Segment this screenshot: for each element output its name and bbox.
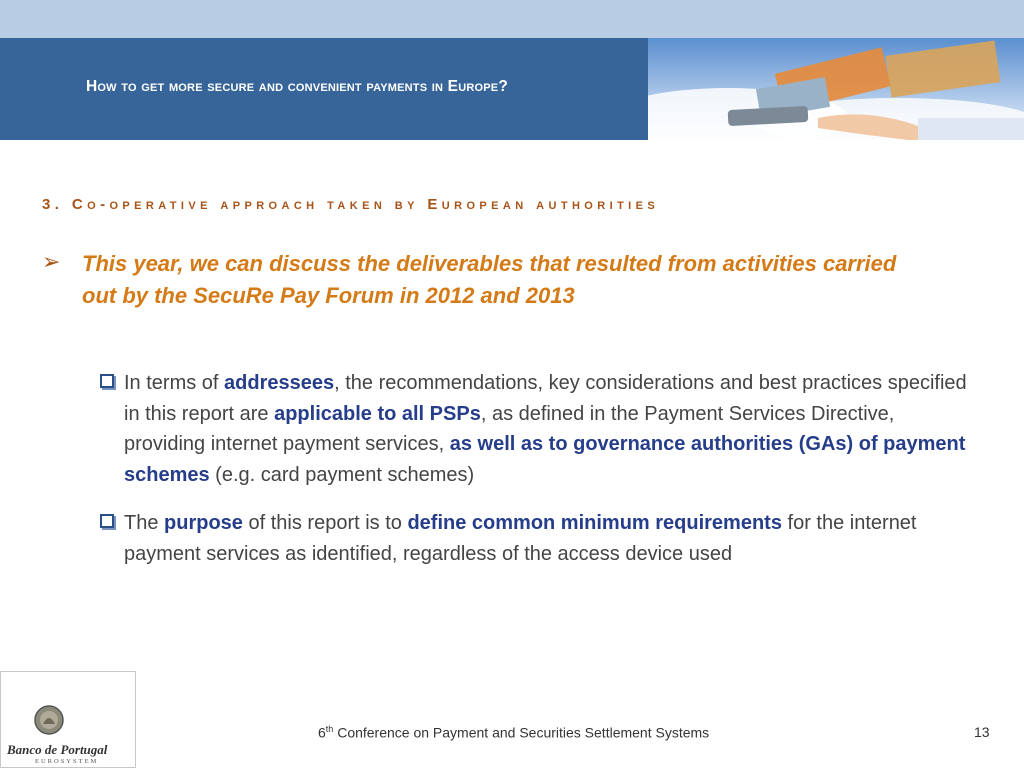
- page-number: 13: [974, 724, 990, 740]
- checkbox-bullet-icon: [100, 514, 114, 528]
- top-band: [0, 0, 1024, 38]
- bank-logo: [0, 671, 136, 768]
- bullet-text: The purpose of this report is to define common minimum requirements for the internet payment services as identified, regardless of the access device used: [124, 512, 917, 565]
- lead-bullet: [42, 248, 942, 312]
- section-heading: 3. Co-operative approach taken by European authorities: [42, 196, 660, 213]
- logo-subtitle: EUROSYSTEM: [35, 758, 99, 765]
- lead-bullet-text: This year, we can discuss the deliverables that resulted from activities carried out by the SecuRe Pay Forum in 2012 and 2013: [82, 251, 897, 308]
- logo-name: Banco de Portugal: [7, 742, 108, 757]
- list-item: [100, 508, 980, 569]
- list-item: [100, 368, 980, 490]
- bullet-text: In terms of addressees, the recommendations, key considerations and best practices specified in this report are applicable to all PSPs, as defined in the Payment Services Directive, providing internet payment services, as well as to governance authorities (GAs) of payment schemes (e.g. card payment schemes): [124, 372, 967, 486]
- slide-title: How to get more secure and convenient payments in Europe?: [86, 78, 508, 95]
- arrow-bullet-icon: ➢: [42, 249, 61, 274]
- header-photo: [648, 38, 1024, 140]
- checkbox-bullet-icon: [100, 374, 114, 388]
- footer-conference: 6th Conference on Payment and Securities Settlement Systems: [318, 724, 710, 741]
- seal-icon: [1, 672, 135, 742]
